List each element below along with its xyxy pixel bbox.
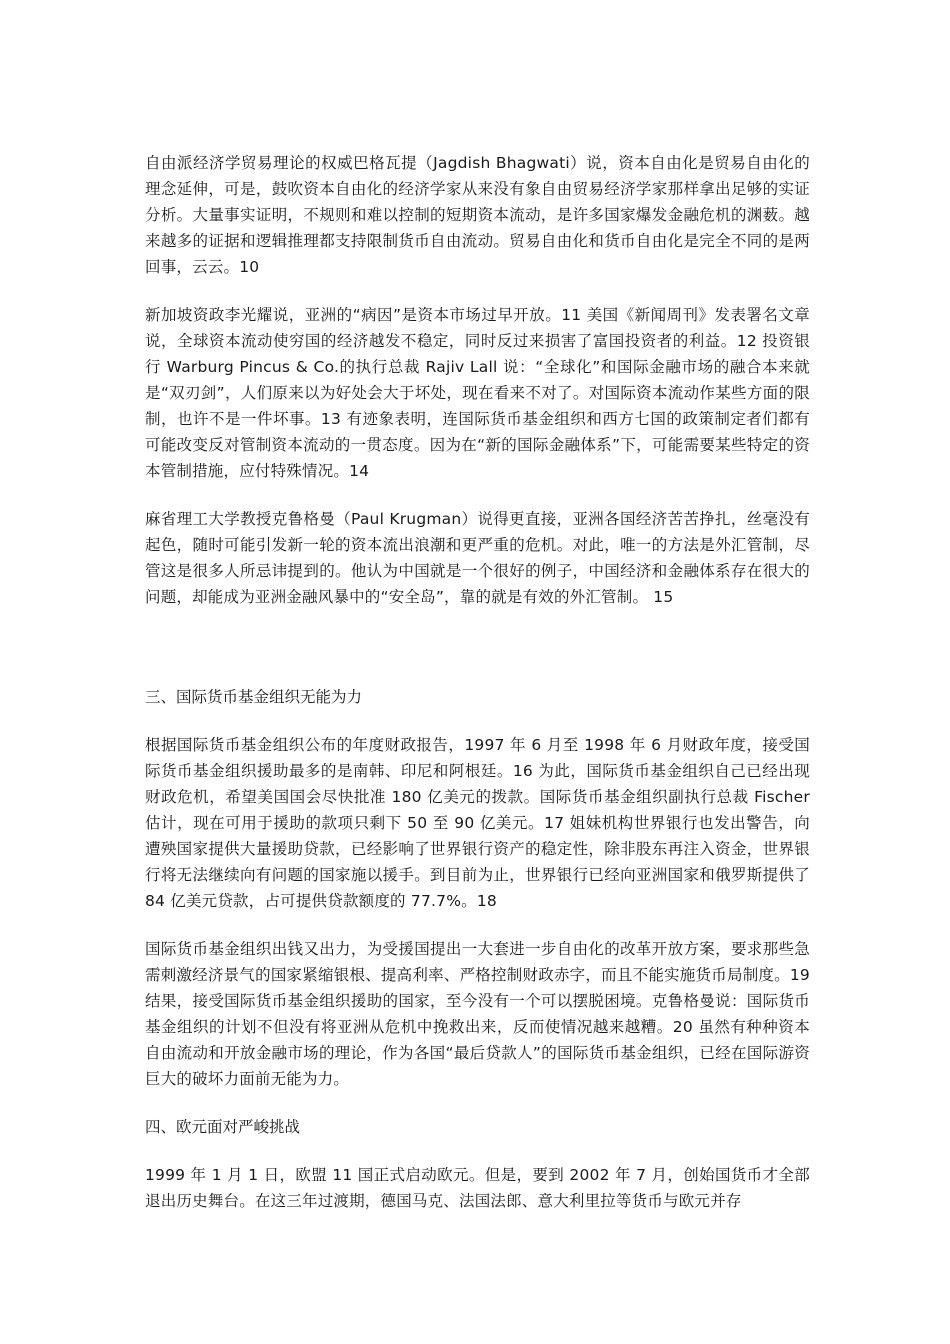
paragraph-bhagwati: 自由派经济学贸易理论的权威巴格瓦提（Jagdish Bhagwati）说，资本自由化是贸易自由化的理念延伸，可是，鼓吹资本自由化的经济学家从来没有象自由贸易经济学家那样拿出足够的实证分析。大量事实证明，不规则和难以控制的短期资本流动，是许多国家爆发金融危机的渊薮。越来越多的证据和逻辑推理都支持限制货币自由流动。贸易自由化和货币自由化是完全不同的是两回事，云云。10 — [145, 154, 810, 276]
document-body — [145, 150, 810, 1214]
paragraph-capital-flows: 新加坡资政李光耀说，亚洲的“病因”是资本市场过早开放。11 美国《新闻周刊》发表署名文章说，全球资本流动使穷国的经济越发不稳定，同时反过来损害了富国投资者的利益。12 投资银行 Warburg Pincus & Co.的执行总裁 Rajiv Lall 说：“全球化”和国际金融市场的融合本来就是“双刃剑”，人们原来以为好处会大于坏处，现在看来不对了。对国际资本流动作某些方面的限制，也许不是一件坏事。13 有迹象表明，连国际货币基金组织和西方七国的政策制定者们都有可能改变反对管制资本流动的一贯态度。因为在“新的国际金融体系”下，可能需要某些特定的资本管制措施，应付特殊情况。14 — [145, 306, 810, 480]
paragraph-imf-report: 根据国际货币基金组织公布的年度财政报告，1997 年 6 月至 1998 年 6 月财政年度，接受国际货币基金组织援助最多的是南韩、印尼和阿根廷。16 为此，国际货币基金组织自己已经出现财政危机，希望美国国会尽快批准 180 亿美元的拨款。国际货币基金组织副执行总裁 Fischer 估计，现在可用于援助的款项只剩下 50 至 90 亿美元。17 姐妹机构世界银行也发出警告，向遭殃国家提供大量援助贷款，已经影响了世界银行资产的稳定性，除非股东再注入资金，世界银行将无法继续向有问题的国家施以援手。到目前为止，世界银行已经向亚洲国家和俄罗斯提供了 84 亿美元贷款，占可提供贷款额度的 77.7%。18 — [145, 736, 810, 910]
section-heading-imf: 三、国际货币基金组织无能为力 — [145, 688, 363, 706]
paragraph-euro-launch: 1999 年 1 月 1 日，欧盟 11 国正式启动欧元。但是，要到 2002 年 7 月，创始国货币才全部退出历史舞台。在这三年过渡期，德国马克、法国法郎、意大利里拉等货币与欧元并存 — [145, 1166, 810, 1210]
paragraph-imf-reform: 国际货币基金组织出钱又出力，为受援国提出一大套进一步自由化的改革开放方案，要求那些急需刺激经济景气的国家紧缩银根、提高利率、严格控制财政赤字，而且不能实施货币局制度。19 结果，接受国际货币基金组织援助的国家，至今没有一个可以摆脱困境。克鲁格曼说：国际货币基金组织的计划不但没有将亚洲从危机中挽救出来，反而使情况越来越糟。20 虽然有种种资本自由流动和开放金融市场的理论，作为各国“最后贷款人”的国际货币基金组织，已经在国际游资巨大的破坏力面前无能为力。 — [145, 940, 810, 1088]
paragraph-krugman: 麻省理工大学教授克鲁格曼（Paul Krugman）说得更直接，亚洲各国经济苦苦挣扎，丝毫没有起色，随时可能引发新一轮的资本流出浪潮和更严重的危机。对此，唯一的方法是外汇管制，尽管这是很多人所忌讳提到的。他认为中国就是一个很好的例子，中国经济和金融体系存在很大的问题，却能成为亚洲金融风暴中的“安全岛”，靠的就是有效的外汇管制。 15 — [145, 510, 810, 606]
section-heading-euro: 四、欧元面对严峻挑战 — [145, 1118, 301, 1136]
